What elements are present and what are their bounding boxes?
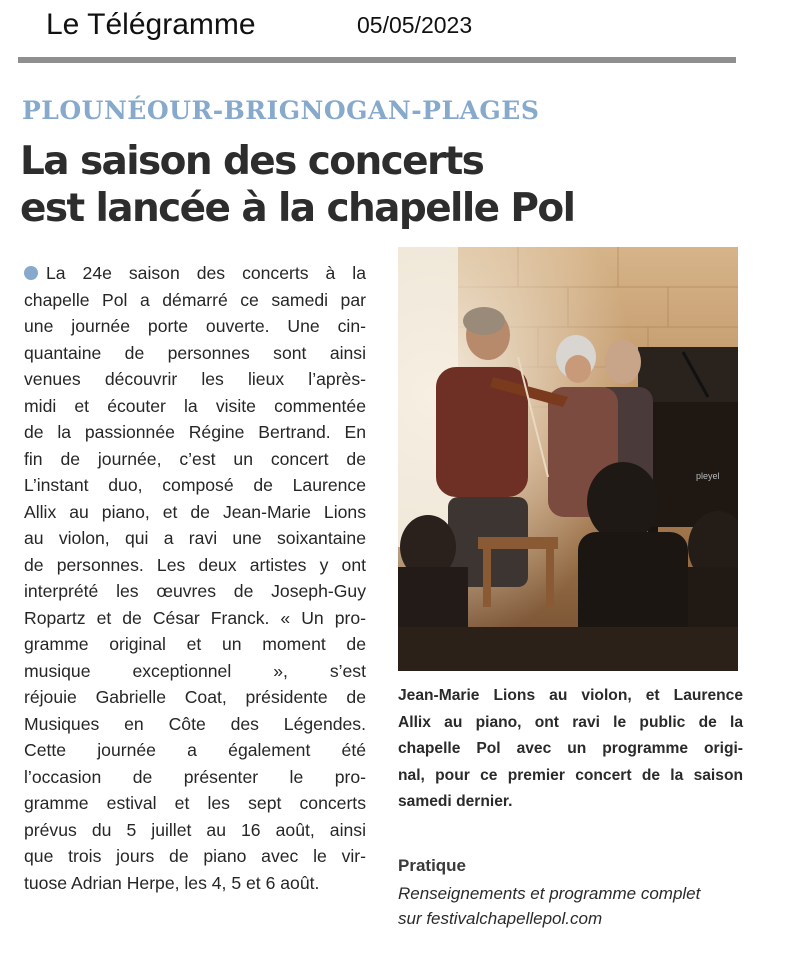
- body-line: que trois jours de piano avec le vir-: [24, 846, 366, 866]
- article-headline: [20, 138, 740, 232]
- body-line: au violon, qui a ravi une soixantaine: [24, 528, 366, 548]
- body-line: La 24e saison des concerts à la: [24, 260, 366, 287]
- photo-caption: [398, 683, 743, 816]
- body-line: Cette journée a également été: [24, 740, 366, 760]
- headline-line: La saison des concerts: [20, 139, 484, 184]
- caption-line: Allix au piano, ont ravi le public de la: [398, 713, 743, 731]
- body-line: gramme estival et les sept concerts: [24, 793, 366, 813]
- caption-line: nal, pour ce premier concert de la saison: [398, 766, 743, 784]
- body-line: Musiques en Côte des Légendes.: [24, 713, 366, 734]
- body-line: interprété les œuvres de Joseph-Guy: [24, 581, 366, 601]
- body-line: quantaine de personnes sont ainsi: [24, 342, 366, 363]
- body-line: Ropartz et de César Franck. « Un pro-: [24, 607, 366, 628]
- pratique-title: Pratique: [398, 856, 467, 875]
- body-line: chapelle Pol a démarré ce samedi par: [24, 289, 366, 310]
- caption-line: samedi dernier.: [398, 793, 513, 810]
- article-body: [24, 260, 366, 896]
- body-line: fin de journée, c’est un concert de: [24, 448, 366, 469]
- body-line: musique exceptionnel », s’est: [24, 660, 366, 681]
- header-rule: [18, 57, 736, 63]
- pratique-line: sur festivalchapellepol.com: [398, 909, 603, 928]
- body-line: midi et écouter la visite commentée: [24, 395, 366, 416]
- pratique-line: Renseignements et programme complet: [398, 884, 701, 903]
- body-line: gramme original et un moment de: [24, 634, 366, 654]
- body-line: Allix au piano, et de Jean-Marie Lions: [24, 501, 366, 522]
- body-line: réjouie Gabrielle Coat, présidente de: [24, 687, 366, 707]
- body-line: venues découvrir les lieux l’après-: [24, 369, 366, 389]
- concert-photo: [398, 247, 738, 671]
- publication-name: Le Télégramme: [46, 8, 256, 41]
- body-line: L’instant duo, composé de Laurence: [24, 475, 366, 495]
- publication-date: 05/05/2023: [357, 12, 473, 38]
- body-line: tuose Adrian Herpe, les 4, 5 et 6 août.: [24, 872, 320, 893]
- body-line: l’occasion de présenter le pro-: [24, 766, 366, 787]
- body-line: de personnes. Les deux artistes y ont: [24, 554, 366, 575]
- caption-line: Jean-Marie Lions au violon, et Laurence: [398, 687, 743, 704]
- pratique-text: [398, 881, 700, 931]
- bullet-icon: [24, 266, 38, 280]
- body-line: une journée porte ouverte. Une cin-: [24, 316, 366, 336]
- caption-line: chapelle Pol avec un programme origi-: [398, 740, 743, 757]
- body-line: de la passionnée Régine Bertrand. En: [24, 422, 366, 442]
- article-kicker: PLOUNÉOUR-BRIGNOGAN-PLAGES: [22, 96, 540, 125]
- body-line: prévus du 5 juillet au 16 août, ainsi: [24, 819, 366, 840]
- piano-brand-label: pleyel: [696, 471, 720, 481]
- headline-line: est lancée à la chapelle Pol: [20, 186, 575, 231]
